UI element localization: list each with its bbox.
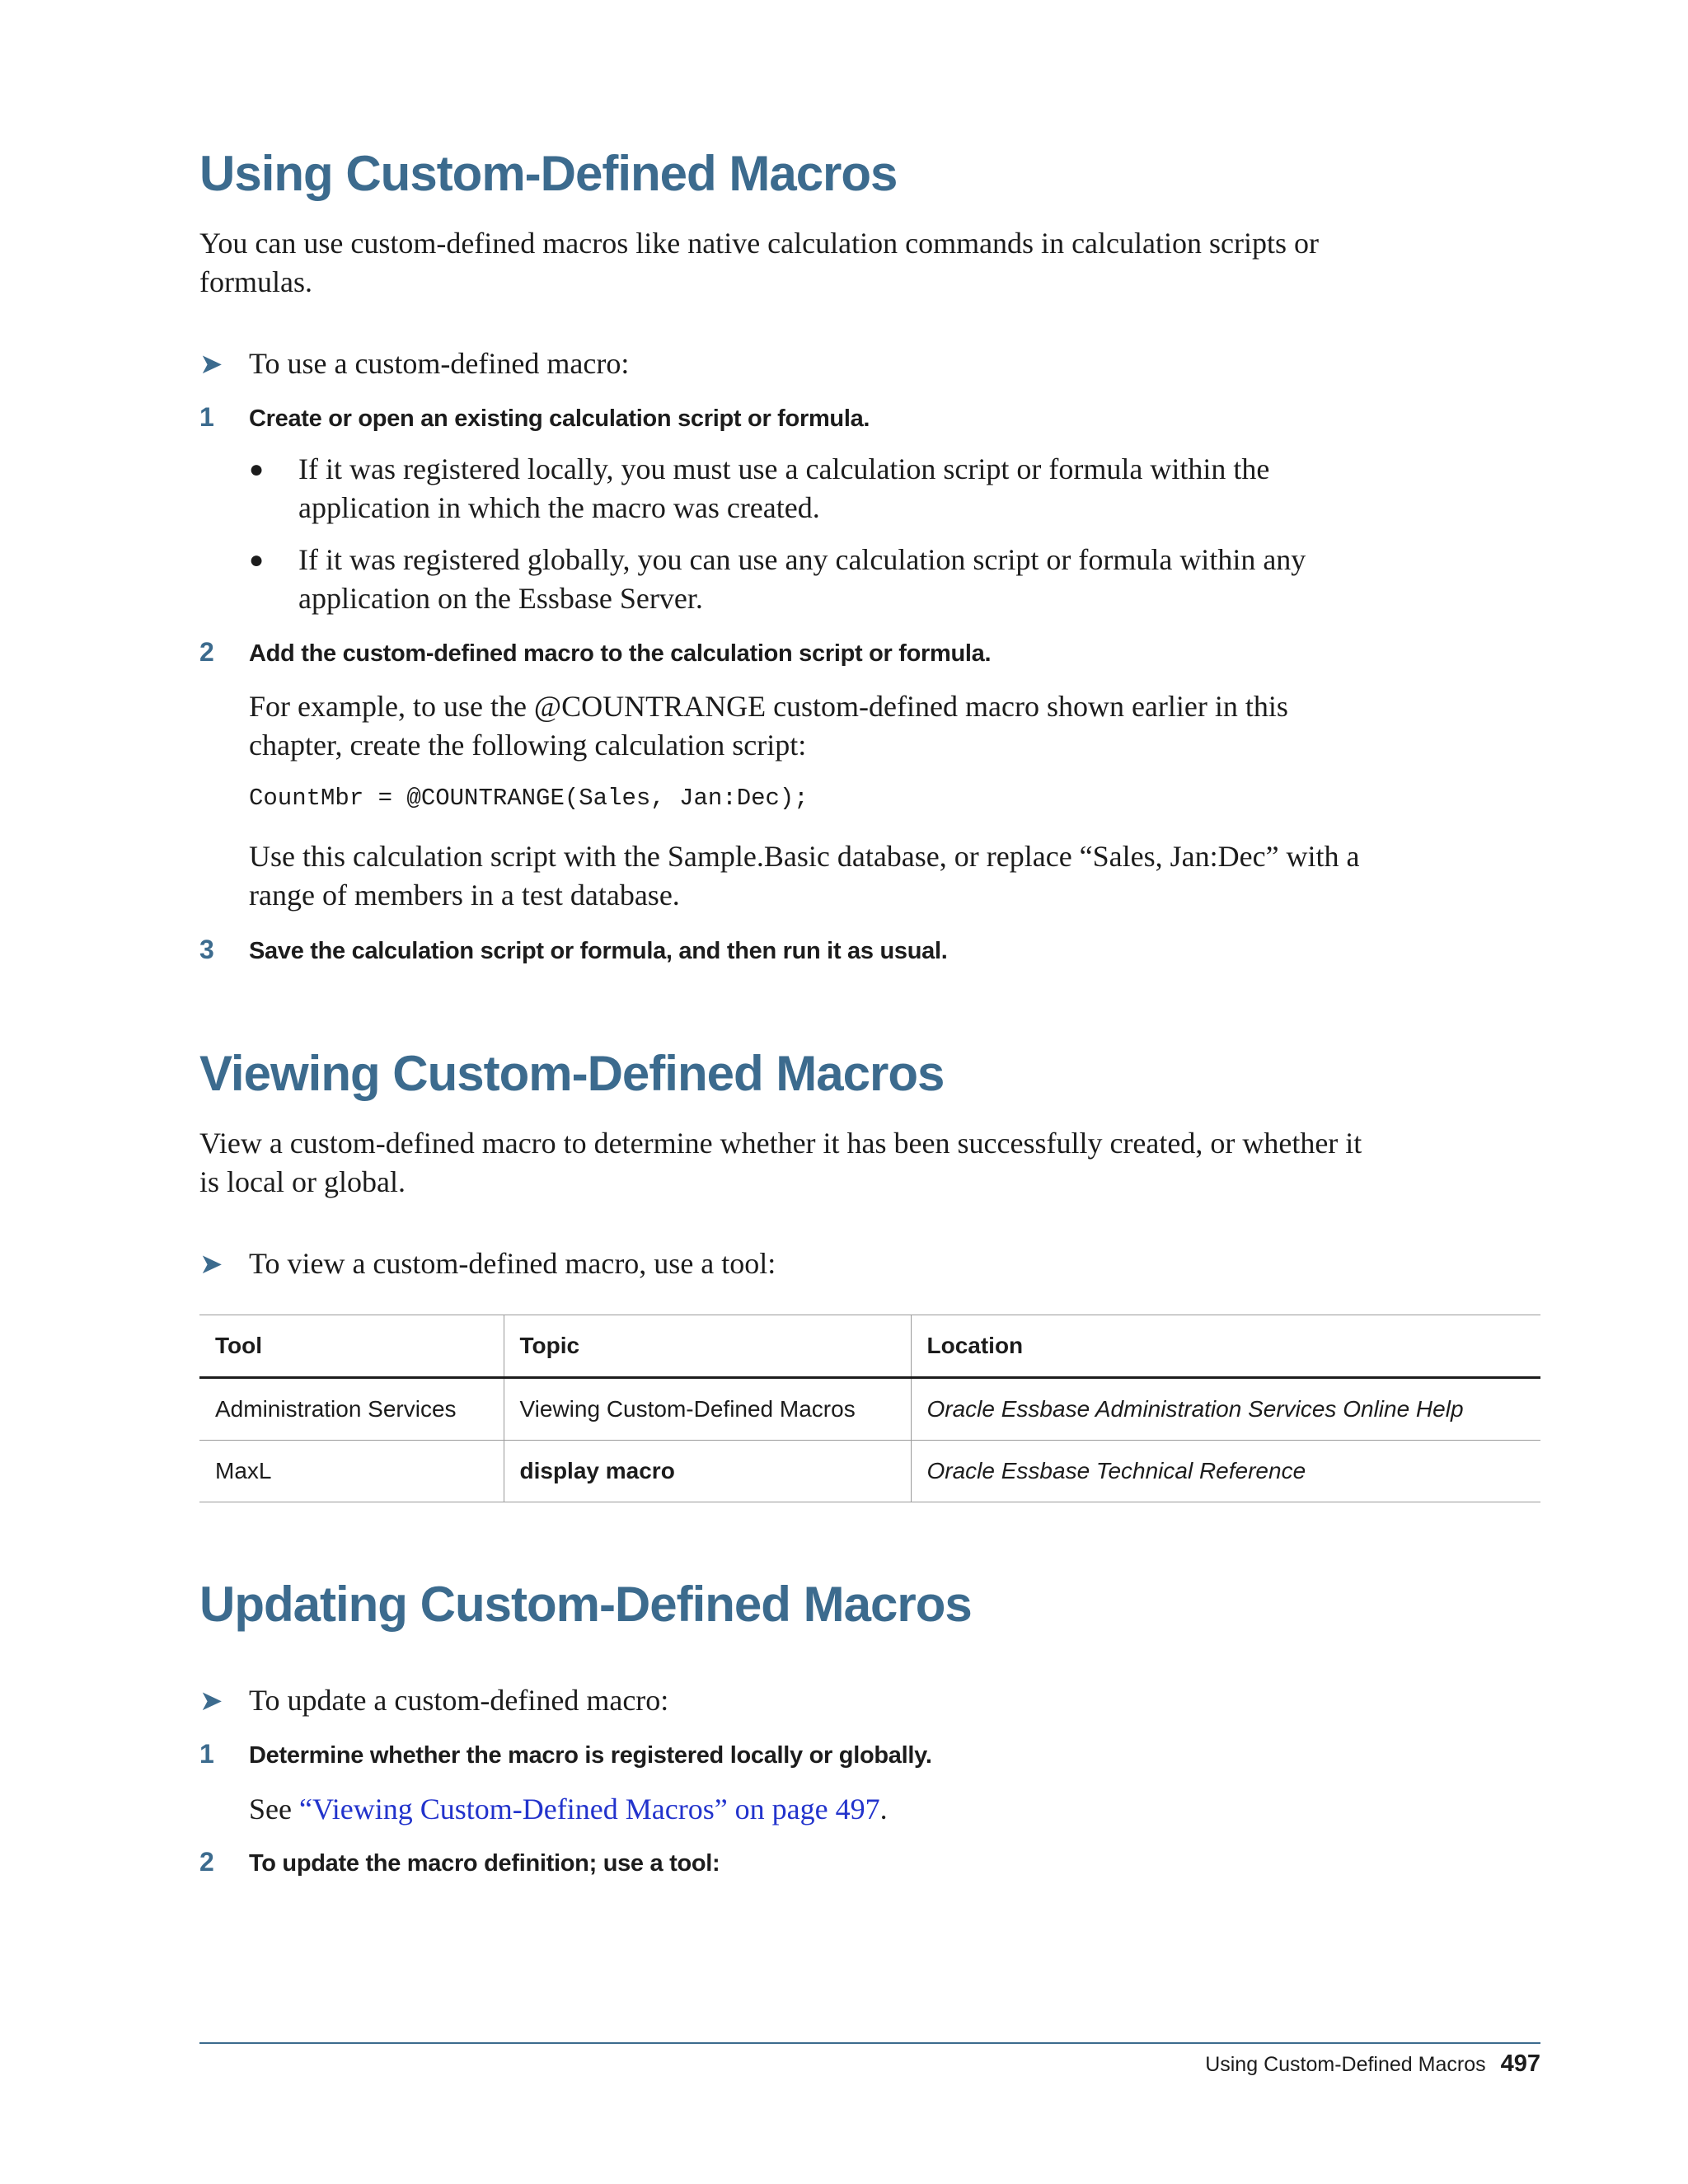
- table-row: [199, 1378, 1540, 1441]
- arrowhead-icon: ➤: [199, 1248, 223, 1281]
- bullet-item: [249, 450, 1419, 527]
- section-heading-updating: Updating Custom-Defined Macros: [199, 1577, 972, 1632]
- document-page: [199, 0, 1539, 2184]
- task-text: To update a custom-defined macro:: [249, 1684, 669, 1717]
- page-footer: [1205, 2050, 1540, 2078]
- cell-tool: MaxL: [199, 1441, 504, 1502]
- step-2-use: [199, 637, 991, 668]
- cross-reference-link[interactable]: “Viewing Custom-Defined Macros” on page 497: [298, 1793, 880, 1825]
- step-number: 3: [199, 935, 214, 964]
- step-1-update: [199, 1739, 932, 1769]
- task-text: To use a custom-defined macro:: [249, 347, 630, 380]
- bullet-item: [249, 541, 1419, 618]
- column-header-tool: Tool: [199, 1315, 504, 1378]
- step-text: Create or open an existing calculation script or formula.: [249, 405, 870, 432]
- see-suffix: .: [879, 1793, 888, 1825]
- page-number: 497: [1500, 2050, 1540, 2077]
- intro-paragraph-using: You can use custom-defined macros like native calculation commands in calculation scripts or formulas.: [199, 227, 1319, 298]
- cell-tool: Administration Services: [199, 1378, 504, 1441]
- column-header-topic: Topic: [504, 1315, 911, 1378]
- tools-table: [199, 1315, 1540, 1502]
- bullet-dot-icon: ●: [249, 546, 265, 574]
- section-heading-using: Using Custom-Defined Macros: [199, 146, 898, 201]
- step-3-use: [199, 935, 947, 965]
- task-text: To view a custom-defined macro, use a tool:: [249, 1247, 776, 1280]
- footer-rule: [199, 2042, 1540, 2044]
- bullet-dot-icon: ●: [249, 456, 265, 483]
- column-header-location: Location: [911, 1315, 1540, 1378]
- step-number: 1: [199, 402, 214, 432]
- cell-location: Oracle Essbase Administration Services Online Help: [911, 1378, 1540, 1441]
- task-line-update: [199, 1681, 668, 1721]
- table-row: [199, 1441, 1540, 1502]
- cell-location: Oracle Essbase Technical Reference: [911, 1441, 1540, 1502]
- section-heading-viewing: Viewing Custom-Defined Macros: [199, 1046, 945, 1101]
- arrowhead-icon: ➤: [199, 348, 223, 381]
- see-reference: [249, 1790, 888, 1829]
- see-prefix: See: [249, 1793, 299, 1825]
- step-1-use: [199, 402, 870, 433]
- example-paragraph: For example, to use the @COUNTRANGE custom-defined macro shown earlier in this chapter, create the following calculation script:: [249, 690, 1288, 762]
- running-title: Using Custom-Defined Macros: [1205, 2053, 1486, 2076]
- task-line-view: [199, 1244, 776, 1284]
- step-number: 1: [199, 1739, 214, 1769]
- step-number: 2: [199, 637, 214, 667]
- step-text: To update the macro definition; use a tool:: [249, 1850, 720, 1877]
- step-2-update: [199, 1847, 720, 1877]
- intro-paragraph-viewing: View a custom-defined macro to determine whether it has been successfully created, or whether it is local or global.: [199, 1127, 1362, 1198]
- cell-topic: Viewing Custom-Defined Macros: [504, 1378, 911, 1441]
- step-text: Determine whether the macro is registered locally or globally.: [249, 1742, 932, 1769]
- arrowhead-icon: ➤: [199, 1685, 223, 1718]
- step-text: Add the custom-defined macro to the calculation script or formula.: [249, 640, 992, 667]
- bullet-text: If it was registered locally, you must use a calculation script or formula within the application in which the macro was created.: [298, 452, 1270, 524]
- bullet-text: If it was registered globally, you can use any calculation script or formula within any application on the Essbase Server.: [298, 543, 1306, 615]
- task-line-use: [199, 344, 629, 384]
- code-sample: CountMbr = @COUNTRANGE(Sales, Jan:Dec);: [249, 785, 809, 812]
- table-header-row: [199, 1315, 1540, 1378]
- step-number: 2: [199, 1847, 214, 1877]
- usage-paragraph: Use this calculation script with the Sample.Basic database, or replace “Sales, Jan:Dec” with a range of members in a test database.: [249, 840, 1360, 912]
- cell-topic: display macro: [504, 1441, 911, 1502]
- step-text: Save the calculation script or formula, and then run it as usual.: [249, 938, 948, 964]
